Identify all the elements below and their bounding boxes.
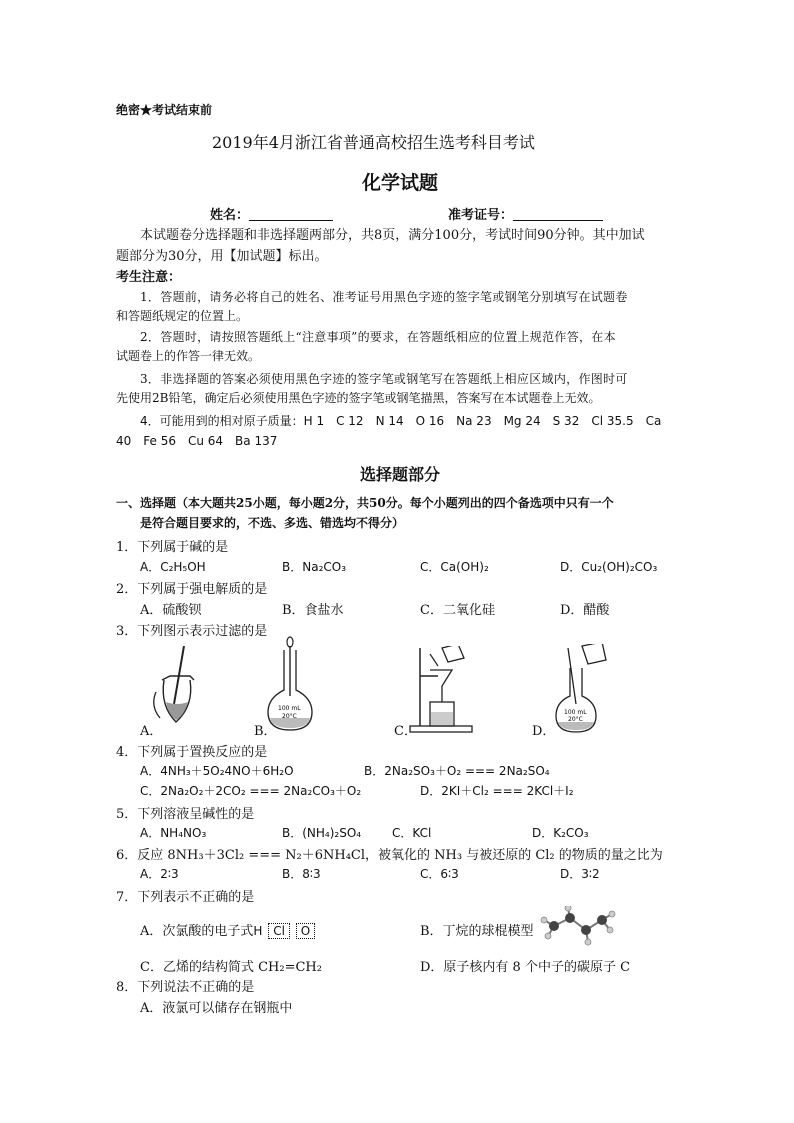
q7-option-a-label: A．次氯酸的电子式 [140,924,254,939]
q3-option-c[interactable]: C． [394,724,417,739]
volumetric-flask-figure [262,636,318,734]
q7-stem: 7．下列表示不正确的是 [116,890,255,905]
q8-stem: 8．下列说法不正确的是 [116,980,255,995]
chlorine-symbol: Cl [268,923,290,939]
q4-stem: 4．下列属于置换反应的是 [116,745,268,760]
q3-option-d[interactable]: D． [532,724,556,739]
notice-1b: 和答题纸规定的位置上。 [116,309,249,323]
q4-option-a[interactable]: A．4NH₃＋5O₂4NO＋6H₂O [140,764,294,778]
flask-temp-label: 20°C [282,713,297,720]
q7-option-d[interactable]: D．原子核内有 8 个中子的碳原子 C [420,960,631,975]
notice-2a: 2．答题时，请按照答题纸上“注意事项”的要求，在答题纸相应的位置上规范作答，在本 [140,330,616,344]
hclo-electron-formula [253,923,315,939]
q1-option-c[interactable]: C．Ca(OH)₂ [420,560,489,574]
q3-option-a[interactable]: A． [140,724,163,739]
notice-4b: 40 Fe 56 Cu 64 Ba 137 [116,434,278,448]
name-field[interactable] [210,204,333,223]
hydrogen-symbol: H [253,924,263,938]
q1-stem: 1．下列属于碱的是 [116,540,229,555]
q4-option-b[interactable]: B．2Na₂SO₃＋O₂ === 2Na₂SO₄ [364,764,550,778]
q5-option-c[interactable]: C．KCl [392,826,432,840]
transfer-solution-figure [548,644,608,734]
q3-option-b[interactable]: B． [254,724,277,739]
q6-option-d[interactable]: D．3∶2 [560,867,600,881]
q7-option-c[interactable]: C．乙烯的结构简式 CH₂=CH₂ [140,960,322,975]
intro-line-1: 本试题卷分选择题和非选择题两部分，共8页，满分100分，考试时间90分钟。其中加试 [140,228,645,243]
q7-option-b[interactable]: B．丁烷的球棍模型 [420,924,534,939]
oxygen-symbol: O [296,923,315,939]
filtration-setup-figure [408,646,474,734]
q1-option-b[interactable]: B．Na₂CO₃ [282,560,347,574]
q5-stem: 5．下列溶液呈碱性的是 [116,807,255,822]
notice-4a: 4．可能用到的相对原子质量：H 1 C 12 N 14 O 16 Na 23 Mg 24 S 32 Cl 35.5 Ca [140,414,662,428]
q8-option-a[interactable]: A．液氯可以储存在钢瓶中 [140,1001,293,1016]
intro-line-2: 题部分为30分，用【加试题】标出。 [116,249,328,264]
flask-volume-label: 100 mL [278,705,301,712]
q2-option-b[interactable]: B．食盐水 [282,603,344,618]
name-label: 姓名： [210,208,250,223]
q5-option-d[interactable]: D．K₂CO₃ [532,826,589,840]
q5-option-b[interactable]: B．(NH₄)₂SO₄ [282,826,362,840]
id-blank[interactable] [513,206,603,221]
exam-title: 2019年4月浙江省普通高校招生选考科目考试 [212,133,535,152]
subject-title: 化学试题 [362,172,439,194]
notice-3a: 3．非选择题的答案必须使用黑色字迹的签字笔或钢笔写在答题纸上相应区域内，作图时可 [140,372,628,386]
q1-option-a[interactable]: A．C₂H₅OH [140,560,206,574]
notice-title: 考生注意： [116,270,182,285]
part1-heading-cont: 是符合题目要求的，不选、多选、错选均不得分） [140,516,405,530]
q4-option-d[interactable]: D．2KI＋Cl₂ === 2KCl＋I₂ [420,784,574,798]
id-label: 准考证号： [448,208,514,223]
q2-stem: 2．下列属于强电解质的是 [116,582,268,597]
q2-option-c[interactable]: C．二氧化硅 [420,603,495,618]
flask-volume-label-d: 100 mL [564,709,587,716]
evaporating-dish-figure [150,646,200,730]
q2-option-d[interactable]: D．醋酸 [560,603,610,618]
q5-option-a[interactable]: A．NH₄NO₃ [140,826,207,840]
section-title: 选择题部分 [360,465,441,484]
notice-3b: 先使用2B铅笔，确定后必须使用黑色字迹的签字笔或钢笔描黑，答案写在本试题卷上无效。 [116,391,601,405]
butane-ball-stick-model [540,906,616,946]
q3-stem: 3．下列图示表示过滤的是 [116,624,268,639]
q7-option-a[interactable] [140,920,315,939]
confidential-label: 绝密★考试结束前 [116,103,213,117]
q1-option-d[interactable]: D．Cu₂(OH)₂CO₃ [560,560,658,574]
q4-option-c[interactable]: C．2Na₂O₂＋2CO₂ === 2Na₂CO₃＋O₂ [140,784,362,798]
q6-option-c[interactable]: C．6∶3 [420,867,459,881]
notice-2b: 试题卷上的作答一律无效。 [116,349,261,363]
notice-1a: 1．答题前，请务必将自己的姓名、准考证号用黑色字迹的签字笔或钢笔分别填写在试题卷 [140,290,628,304]
id-field[interactable] [448,204,603,223]
flask-temp-label-d: 20°C [568,716,583,723]
q6-option-b[interactable]: B．8∶3 [282,867,321,881]
q6-option-a[interactable]: A．2∶3 [140,867,179,881]
part1-heading: 一、选择题（本大题共25小题，每小题2分，共50分。每个小题列出的四个备选项中只有一个 [116,496,614,510]
q6-stem: 6．反应 8NH₃＋3Cl₂ === N₂＋6NH₄Cl，被氧化的 NH₃ 与被还原的 Cl₂ 的物质的量之比为 [116,848,663,863]
name-blank[interactable] [249,206,333,221]
q2-option-a[interactable]: A．硫酸钡 [140,603,202,618]
